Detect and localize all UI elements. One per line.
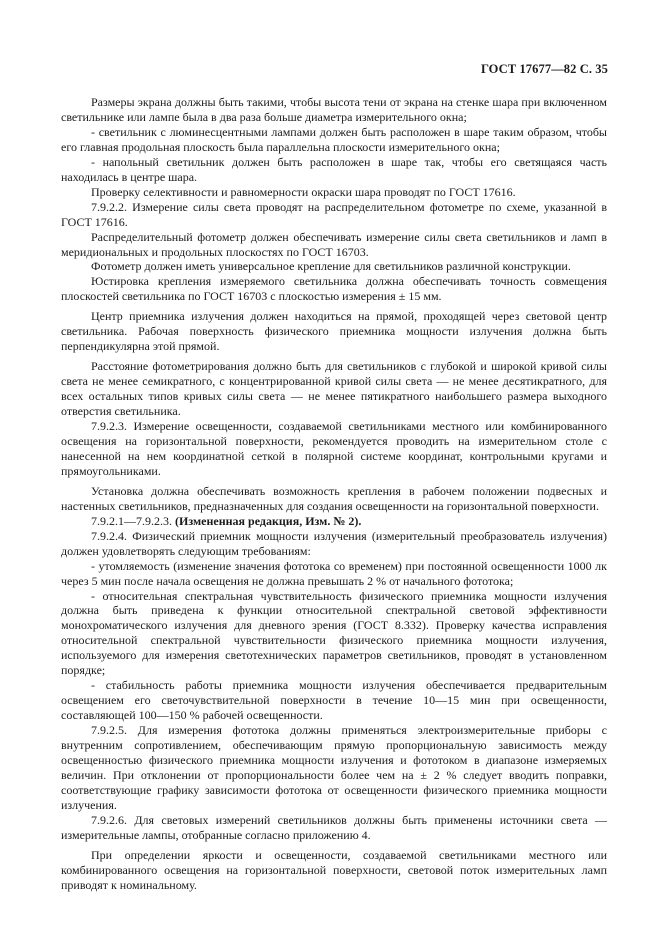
paragraph: Расстояние фотометрирования должно быть для светильников с глубокой и широкой кривой силы света не менее семикратного, с концентрированной кривой силы света — не менее десятикратного, для всех остальных типов кривых силы света — не менее пятикратного наибольшего размера выходного отверстия светильника. <box>61 359 607 419</box>
paragraph: Проверку селективности и равномерности окраски шара проводят по ГОСТ 17616. <box>91 184 516 199</box>
paragraph: - относительная спектральная чувствительность физического приемника мощности излучения должна быть приведена к функции относительной спектральной световой эффективности монохроматического излучения для дневного зрения (ГОСТ 8.332). Проверку качества исправления относительной спектральной чувствительности физического приемника мощности излучения, используемого для измерения светотехнических параметров светильников, проводят в установленном порядке; <box>61 588 607 678</box>
document-body <box>61 95 607 893</box>
paragraph: Фотометр должен иметь универсальное крепление для светильников различной конструкции. <box>91 259 571 274</box>
paragraph: - светильник с люминесцентными лампами должен быть расположен в шаре таким образом, чтобы его главная продольная плоскость была параллельна плоскости измерительного окна; <box>61 124 607 154</box>
paragraph: Распределительный фотометр должен обеспечивать измерение силы света светильников и ламп в меридиональных и продольных плоскостях по ГОСТ 16703. <box>61 229 607 259</box>
paragraph: 7.9.2.4. Физический приемник мощности излучения (измерительный преобразователь излучения) должен удовлетворять следующим требованиям: <box>61 528 607 558</box>
page-header: ГОСТ 17677—82 С. 35 <box>480 62 608 76</box>
paragraph: 7.9.2.5. Для измерения фототока должны применяться электроизмерительные приборы с внутренним сопротивлением, обеспечивающим прямую пропорциональную зависимость между освещенностью физического приемника мощности излучения и фототоком в диапазоне измеряемых величин. При отклонении от пропорциональности более чем на ± 2 % следует вводить поправки, соответствующие графику зависимости фототока от освещенности физического приемника мощности излучения. <box>61 723 607 812</box>
paragraph: - утомляемость (изменение значения фототока со временем) при постоянной освещенности 1000 лк через 5 мин после начала освещения не должна превышать 2 % от начального фототока; <box>61 558 607 588</box>
paragraph: При определении яркости и освещенности, создаваемой светильниками местного или комбинированного освещения на горизонтальной поверхности, световой поток измерительных ламп приводят к номинальному. <box>61 847 607 892</box>
paragraph: 7.9.2.2. Измерение силы света проводят на распределительном фотометре по схеме, указанной в ГОСТ 17616. <box>61 199 607 229</box>
paragraph: Размеры экрана должны быть такими, чтобы высота тени от экрана на стенке шара при включенном светильнике или лампе была в два раза больше диаметра измерительного окна; <box>61 95 607 124</box>
paragraph: 7.9.2.3. Измерение освещенности, создаваемой светильниками местного или комбинированного освещения на горизонтальной поверхности, рекомендуется проводить на измерительном столе с нанесенной на нем координатной сеткой в полярной системе координат, контрольными кругами и прямоугольниками. <box>61 419 607 478</box>
paragraph: 7.9.2.6. Для световых измерений светильников должны быть применены источники света — измерительные лампы, отобранные согласно приложению 4. <box>61 812 607 842</box>
paragraph: Установка должна обеспечивать возможность крепления в рабочем положении подвесных и настенных светильников, предназначенных для создания освещенности на горизонтальной поверхности. <box>61 483 607 513</box>
section-range: 7.9.2.1—7.9.2.3. <box>91 513 172 528</box>
amendment-paragraph <box>61 514 607 529</box>
paragraph: - напольный светильник должен быть расположен в шаре так, чтобы его светящаяся часть находилась в центре шара. <box>61 154 607 184</box>
paragraph: Центр приемника излучения должен находиться на прямой, проходящей через световой центр светильника. Рабочая поверхность физического приемника мощности излучения должна быть перпендикулярна этой прямой. <box>61 309 607 354</box>
amendment-note: (Измененная редакция, Изм. № 2). <box>175 513 362 528</box>
paragraph: Юстировка крепления измеряемого светильника должна обеспечивать точность совмещения плоскостей светильника по ГОСТ 16703 с плоскостью измерения ± 15 мм. <box>61 274 607 304</box>
paragraph: - стабильность работы приемника мощности излучения обеспечивается предварительным освещением его светочувствительной поверхности в течение 10—15 мин при освещенности, составляющей 100—150 % рабочей освещенности. <box>61 678 607 723</box>
